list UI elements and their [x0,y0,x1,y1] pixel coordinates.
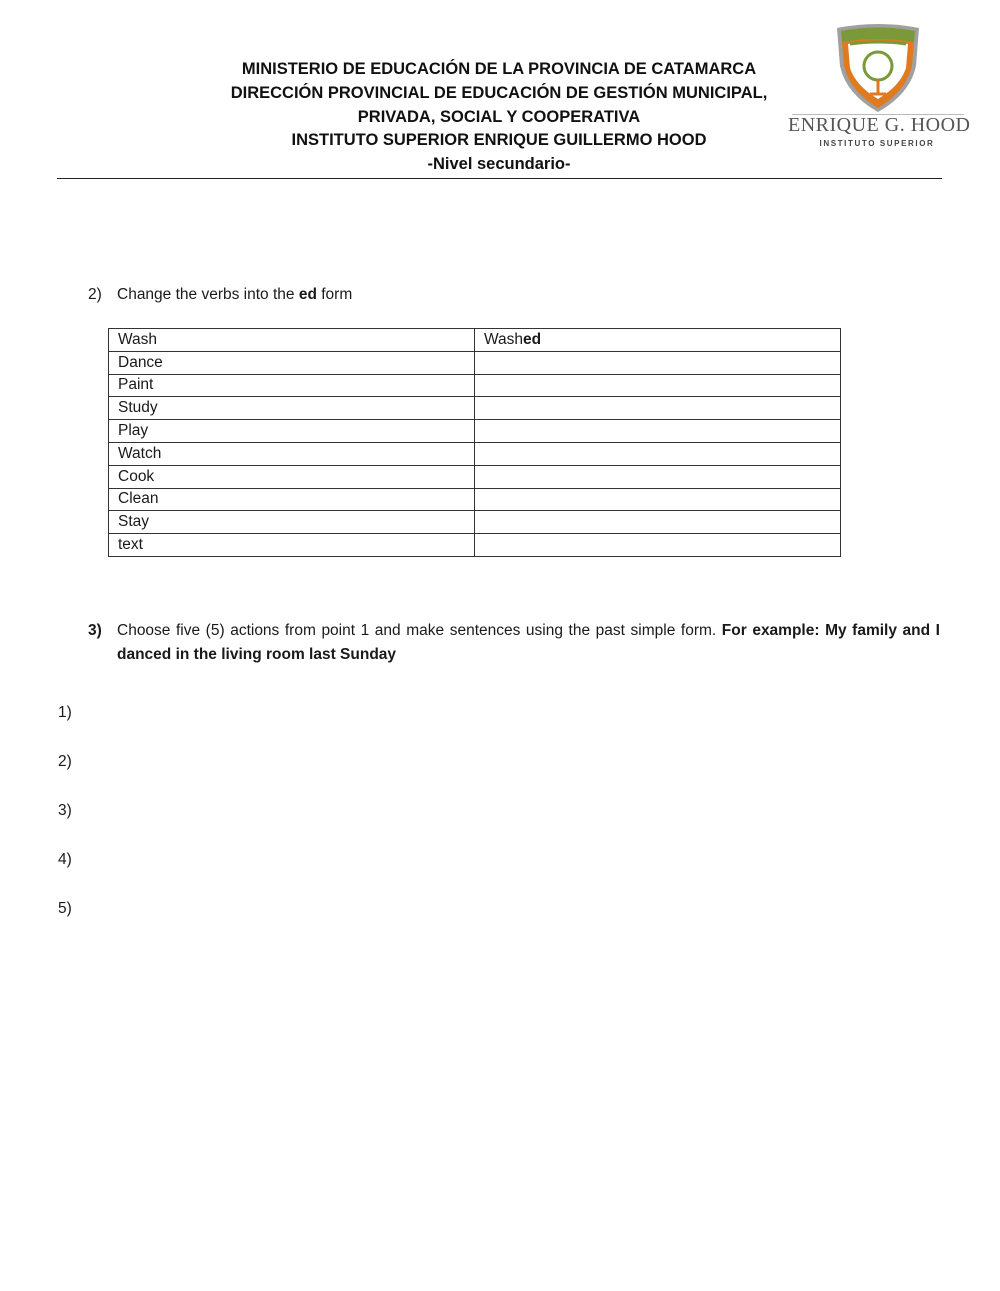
answer-suffix: ed [523,330,542,348]
answer-cell[interactable] [474,511,840,534]
question-2-text: Change the verbs into the [117,286,299,303]
answer-cell[interactable] [474,351,840,374]
answer-cell[interactable] [474,442,840,465]
logo-subtitle: INSTITUTO SUPERIOR [819,139,935,148]
header-line-direction: DIRECCIÓN PROVINCIAL DE EDUCACIÓN DE GESTIÓN MUNICIPAL, [230,83,768,102]
verb-cell: Play [109,420,475,443]
answer-cell[interactable] [474,397,840,420]
answer-cell[interactable] [474,465,840,488]
answer-line-2[interactable]: 2) [58,753,72,770]
table-row [109,511,841,534]
answer-base: Wash [483,330,524,348]
verb-cell: Stay [109,511,475,534]
verb-cell: Clean [109,488,475,511]
question-2 [88,286,352,304]
shield-tree-icon [788,22,966,114]
question-2-number: 2) [88,286,102,303]
verb-cell: Paint [109,374,475,397]
verb-cell: Watch [109,442,475,465]
table-row [109,351,841,374]
answer-cell[interactable] [474,488,840,511]
question-3-number: 3) [88,622,102,639]
verbs-table [108,328,841,557]
question-3-example: For example: My family and I danced in the living room last Sunday [117,622,940,663]
table-row [109,488,841,511]
table-row [109,374,841,397]
answer-cell[interactable] [474,420,840,443]
answer-cell[interactable] [474,374,840,397]
table-row [109,465,841,488]
table-row [109,442,841,465]
verb-cell: Dance [109,351,475,374]
verb-cell: Wash [109,329,475,352]
table-row [109,420,841,443]
question-2-text-end: form [316,286,353,303]
header-line-institute: INSTITUTO SUPERIOR ENRIQUE GUILLERMO HOOD [291,131,707,150]
header-line-management: PRIVADA, SOCIAL Y COOPERATIVA [357,107,641,126]
verb-cell: Cook [109,465,475,488]
verb-cell: Study [109,397,475,420]
answer-line-4[interactable]: 4) [58,851,72,868]
answer-line-5[interactable]: 5) [58,900,72,917]
institute-logo [788,22,971,152]
verb-cell: text [109,534,475,557]
answer-cell[interactable] [474,534,840,557]
question-3-body [117,619,940,667]
header-line-level: -Nivel secundario- [427,155,571,174]
answer-line-1[interactable]: 1) [58,704,72,721]
question-3 [88,619,940,667]
answer-line-3[interactable]: 3) [58,802,72,819]
question-2-bold: ed [298,286,317,303]
table-row [109,534,841,557]
logo-name: ENRIQUE G. HOOD [788,114,971,136]
answer-cell[interactable] [474,329,840,352]
table-row [109,329,841,352]
table-row [109,397,841,420]
question-3-text: Choose five (5) actions from point 1 and make sentences using the past simple form. [117,622,717,639]
header-line-ministry: MINISTERIO DE EDUCACIÓN DE LA PROVINCIA DE CATAMARCA [241,60,757,78]
header-divider [57,178,942,179]
